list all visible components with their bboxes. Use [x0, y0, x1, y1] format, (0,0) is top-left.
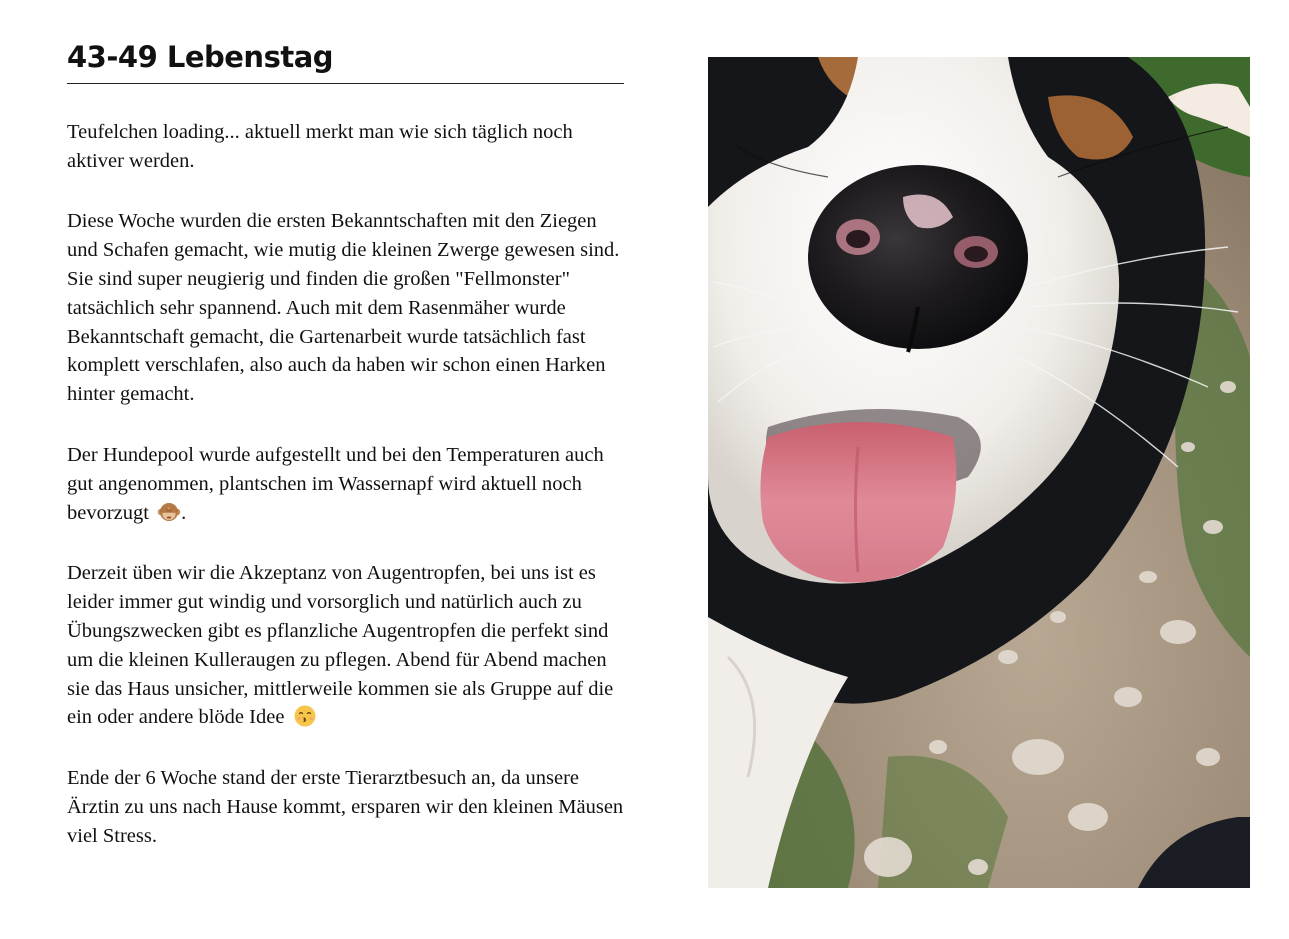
see-no-evil-monkey-icon: [157, 500, 181, 524]
text-column: [67, 40, 624, 883]
paragraph-text: Diese Woche wurden die ersten Bekanntschaften mit den Ziegen und Schafen gemacht, wie mutig die kleinen Zwerge gewesen sind. Sie sind super neugierig und finden die großen "Fellmonster" tatsächlich sehr spannend. Auch mit dem Rasenmäher wurde Bekanntschaft gemacht, die Gartenarbeit wurde tatsächlich fast komplett verschlafen, also auch da haben wir schon einen Harken hinter gemacht.: [67, 210, 620, 406]
paragraph-text: Der Hundepool wurde aufgestellt und bei den Temperaturen auch gut angenommen, plantschen im Wassernapf wird aktuell noch bevorzugt: [67, 443, 604, 524]
paragraph-suffix: .: [181, 501, 187, 524]
paragraph-text: Ende der 6 Woche stand der erste Tierarztbesuch an, da unsere Ärztin zu uns nach Hause kommt, ersparen wir den kleinen Mäusen viel Stress.: [67, 767, 624, 847]
puppy-closeup-photo: [708, 57, 1250, 888]
paragraph: [67, 118, 624, 176]
paragraph: [67, 764, 624, 850]
puppy-illustration: [708, 57, 1250, 888]
paragraph: [67, 441, 624, 527]
paragraph-text: Derzeit üben wir die Akzeptanz von Augentropfen, bei uns ist es leider immer gut windig und vorsorglich und natürlich auch zu Übungszwecken gibt es pflanzliche Augentropfen die perfekt sind um die kleinen Kulleraugen zu pflegen. Abend für Abend machen sie das Haus unsicher, mittlerweile kommen sie als Gruppe auf die ein oder andere blöde Idee: [67, 562, 614, 729]
kissing-smiling-eyes-icon: [293, 704, 317, 728]
page-title: 43-49 Lebenstag: [67, 40, 624, 84]
paragraph: [67, 559, 624, 732]
paragraph: [67, 207, 624, 409]
body-text: [67, 118, 624, 851]
paragraph-text: Teufelchen loading... aktuell merkt man wie sich täglich noch aktiver werden.: [67, 120, 573, 172]
